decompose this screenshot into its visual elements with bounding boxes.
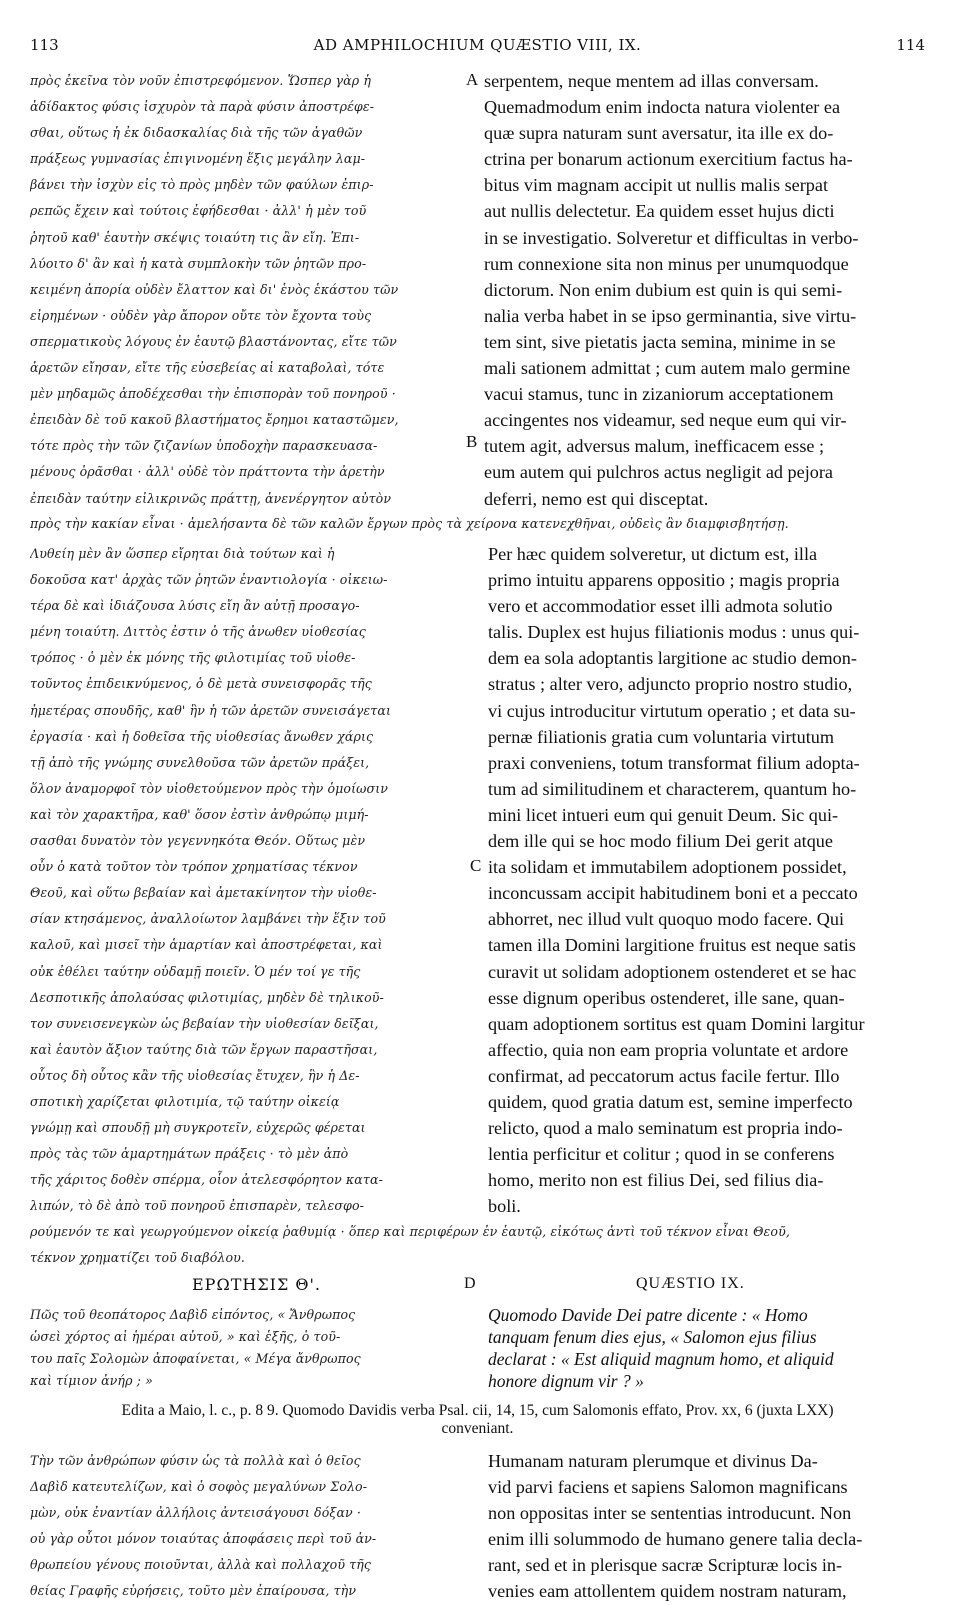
middle-greek-full-lines	[30, 1219, 925, 1271]
latin-text-line: dem ea sola adoptantis largitione ac studio demon-	[488, 648, 857, 669]
question-latin-line: honore dignum vir ? »	[488, 1371, 644, 1391]
greek-text-line: δοκοῦσα κατ' ἀρχὰς τῶν ῥητῶν ἐναντιολογία · οἰκειω-	[30, 572, 388, 588]
latin-text-line: tem sint, sive pietatis jacta semina, minime in se	[484, 331, 836, 352]
margin-letter-d: D	[464, 1275, 477, 1292]
greek-text-line: Δεσποτικῆς ἀπολαύσας φιλοτιμίας, μηδὲν δὲ τηλικοῦ-	[30, 989, 384, 1005]
latin-text-line: mali sationem admittat ; cum autem malo germine	[484, 358, 851, 379]
latin-text-line: accingentes nos videamur, sed neque eum qui vir-	[484, 410, 847, 431]
latin-text-line: aut nullis delectetur. Ea quidem esset hujus dicti	[484, 201, 835, 222]
greek-text-line: οὖν ὁ κατὰ τοῦτον τὸν τρόπον χρηματίσας τέκνον	[30, 859, 358, 875]
greek-text-line: τον συνεισενεγκὼν ὡς βεβαίαν τὴν υἱοθεσίαν δεῖξαι,	[30, 1015, 379, 1031]
bottom-greek-column	[30, 1448, 470, 1605]
greek-text-line: σθαι, οὕτως ἡ ἐκ διδασκαλίας διὰ τῆς τῶν ἀγαθῶν	[30, 125, 363, 141]
greek-text-line: θρωπείου γένους ποιοῦνται, ἀλλὰ καὶ πολλαχοῦ τῆς	[30, 1557, 372, 1573]
greek-text-line: ἡμετέρας σπουδῆς, καθ' ἣν ἡ τῶν ἀρετῶν συνεισάγεται	[30, 702, 391, 718]
latin-text-line: praxi conveniens, totum transformat filium adopta-	[488, 752, 860, 773]
latin-text-line: deferri, nemo est qui disceptat.	[484, 488, 709, 509]
greek-full-line: ρούμενόν τε καὶ γεωργούμενον οἰκείᾳ ῥαθυμίᾳ · ὅπερ καὶ περιφέρων ἐν ἑαυτῷ, εἰκότως ἀντὶ τοῦ τέκνον εἶναι Θεοῦ,	[30, 1224, 790, 1239]
greek-text-line: μένη τοιαύτη. Διττὸς ἐστιν ὁ τῆς ἀνωθεν υἱοθεσίας	[30, 624, 366, 640]
greek-text-line: οὐκ ἐθέλει ταύτην οὐδαμῇ ποιεῖν. Ὁ μέν τοί γε τῆς	[30, 963, 361, 979]
running-title: AD AMPHILOCHIUM QUÆSTIO VIII, IX.	[313, 36, 642, 54]
latin-text-line: mini licet intueri eum qui genuit Deum. Sic qui-	[488, 804, 839, 825]
top-greek-full-line	[30, 511, 925, 537]
latin-text-line: vero et accommodatior esset illi admota solutio	[488, 596, 833, 617]
greek-text-line: τῇ ἀπὸ τῆς γνώμης συνελθοῦσα τῶν ἀρετῶν πράξει,	[30, 754, 370, 770]
greek-text-line: θείας Γραφῆς εὑρήσεις, τοῦτο μὲν ἐπαίρουσα, τὴν	[30, 1583, 357, 1599]
running-header	[30, 36, 925, 60]
greek-text-line: σασθαι δυνατὸν τὸν γεγεννηκότα Θεόν. Οὕτως μὲν	[30, 833, 366, 849]
greek-text-line: μὼν, οὐκ ἐναντίαν ἀλλήλοις ἀντεισάγουσι δόξαν ·	[30, 1505, 362, 1521]
greek-text-line: καὶ τὸν χαρακτῆρα, καθ' ὅσον ἐστὶν ἀνθρώπῳ μιμή-	[30, 806, 369, 822]
latin-text-line: vacui stamus, tunc in zizaniorum acceptationem	[484, 384, 834, 405]
latin-text-line: non oppositas inter se sententias introducunt. Non	[488, 1503, 852, 1524]
greek-text-line: καλοῦ, καὶ μισεῖ τὴν ἁμαρτίαν καὶ ἀποστρέφεται, καὶ	[30, 937, 383, 953]
middle-latin-column	[488, 541, 924, 1219]
greek-text-line: πράξεως γυμνασίας ἐπιγινομένη ἕξις μεγάλην λαμ-	[30, 151, 366, 167]
greek-text-line: λύοιτο δ' ἂν καὶ ἡ κατὰ συμπλοκὴν τῶν ῥητῶν προ-	[30, 255, 367, 271]
question-greek-line: Πῶς τοῦ θεοπάτορος Δαβὶδ εἰπόντος, « Ἄνθρωπος	[30, 1307, 356, 1322]
greek-text-line: οὐ γὰρ οὗτοι μόνον τοιαύτας ἀποφάσεις περὶ τοῦ ἀν-	[30, 1531, 377, 1547]
question-greek-text	[30, 1304, 470, 1392]
question-greek-line: του παῖς Σολομὼν ἀποφαίνεται, « Μέγα ἄνθρωπος	[30, 1351, 361, 1366]
greek-text-line: ἐπειδὰν ταύτην εἰλικρινῶς πράττῃ, ἀνενέργητον αὐτὸν	[30, 490, 392, 506]
greek-text-line: Δαβὶδ κατευτελίζων, καὶ ὁ σοφὸς μεγαλύνων Σολο-	[30, 1479, 368, 1495]
greek-text-line: τῆς χάριτος δοθὲν σπέρμα, οἷον ἀτελεσφόρητον κατα-	[30, 1172, 383, 1188]
greek-text-line: γνώμῃ καὶ σπουδῇ μὴ συγκροτεῖν, εὐχερῶς φέρεται	[30, 1120, 366, 1136]
middle-greek-column	[30, 541, 470, 1219]
latin-text-line: lentia perficitur et colitur ; quod in se conferens	[488, 1144, 835, 1165]
question-greek-line: ὡσεὶ χόρτος αἱ ἡμέραι αὐτοῦ, » καὶ ἑξῆς, ὁ τοῦ-	[30, 1329, 341, 1344]
greek-text-line: τρόπος · ὁ μὲν ἐκ μόνης τῆς φιλοτιμίας τοῦ υἱοθε-	[30, 650, 356, 666]
latin-question-title: QUÆSTIO IX.	[636, 1275, 745, 1292]
greek-text-line: Θεοῦ, καὶ οὕτω βεβαίαν καὶ ἀμετακίνητον τὴν υἱοθε-	[30, 885, 377, 901]
bottom-latin-column	[488, 1448, 924, 1605]
greek-text-line: τέρα δὲ καὶ ἰδιάζουσα λύσις εἴη ἂν αὐτῇ προσαγο-	[30, 598, 360, 614]
latin-text-line: vi cujus introducitur virtutum operatio ; et data su-	[488, 700, 856, 721]
latin-text-line: quidem, quod gratia datum est, semine imperfecto	[488, 1091, 853, 1112]
greek-text-line: ἀδίδακτος φύσις ἰσχυρὸν τὰ παρὰ φύσιν ἀποστρέφε-	[30, 99, 375, 115]
greek-text-line: οὗτος δὴ οὗτος κἂν τῆς υἱοθεσίας ἔτυχεν, ἣν ἡ Δε-	[30, 1067, 360, 1083]
latin-text-line: boli.	[488, 1196, 521, 1217]
latin-text-line: inconcussam accipit habitudinem boni et a peccato	[488, 883, 858, 904]
latin-text-line: rum connexione sita non minus per unumquodque	[484, 253, 849, 274]
latin-text-line: Humanam naturam plerumque et divinus Da-	[488, 1451, 818, 1471]
page-number-left: 113	[30, 36, 59, 54]
latin-text-line: tum ad similitudinem et characterem, quantum ho-	[488, 778, 857, 799]
greek-text-line: πρὸς τὰς τῶν ἁμαρτημάτων πράξεις · τὸ μὲν ἀπὸ	[30, 1146, 349, 1162]
latin-text-line: curavit ut solidam adoptionem ostenderet et se hac	[488, 961, 857, 982]
latin-text-line: eum autem qui pulchros actus negligit ad pejora	[484, 462, 833, 483]
latin-text-line: Per hæc quidem solveretur, ut dictum est, illa	[488, 544, 818, 564]
question-latin-text	[488, 1304, 924, 1392]
question-latin-line: declarat : « Est aliquid magnum homo, et aliquid	[488, 1349, 834, 1369]
latin-text-line: affectio, quia non eam propria voluntate et ardore	[488, 1039, 849, 1060]
greek-full-line: τέκνον χρηματίζει τοῦ διαβόλου.	[30, 1250, 245, 1266]
latin-text-line: primo intuitu apparens oppositio ; magis propria	[488, 570, 840, 591]
latin-text-line: enim illi solummodo de humano genere talia decla-	[488, 1529, 863, 1550]
margin-letter-c: C	[470, 856, 482, 875]
latin-text-line: nalia verba habet in se ipso germinantia, sive virtu-	[484, 305, 857, 326]
latin-text-line: talis. Duplex est hujus filiationis modus : unus qui-	[488, 622, 860, 643]
greek-text-line: τότε πρὸς τὴν τῶν ζιζανίων ὑποδοχὴν παρασκευασα-	[30, 438, 378, 454]
latin-text-line: quæ supra naturam sunt aversatur, ita ille ex do-	[484, 123, 834, 144]
latin-text-line: dictorum. Non enim dubium est quin is qui semi-	[484, 279, 843, 300]
greek-text-line: τοῦντος ἐπιδεικνύμενος, ὁ δὲ μετὰ συνεισφορᾶς τῆς	[30, 676, 372, 692]
latin-text-line: Quemadmodum enim indocta natura violenter ea	[484, 97, 841, 118]
latin-text-line: tamen illa Domini largitione fruitus est neque satis	[488, 935, 856, 956]
latin-text-line: homo, merito non est filius Dei, sed filius dia-	[488, 1170, 824, 1191]
question-greek-line: καὶ τίμιον ἀνήρ ; »	[30, 1373, 153, 1388]
latin-text-line: venies eam attollentem quidem nostram naturam,	[488, 1581, 847, 1602]
greek-text-line: κειμένη ἀπορία οὐδὲν ἔλαττον καὶ δι' ἑνὸς ἑκάστου τῶν	[30, 281, 399, 297]
greek-text-line: ἀρετῶν εἴησαν, εἴτε τῆς εὐσεβείας αἱ καταβολαὶ, τότε	[30, 360, 385, 376]
greek-text-line: μὲν μηδαμῶς ἀποδέχεσθαι τὴν ἐπισπορὰν τοῦ πονηροῦ ·	[30, 386, 396, 402]
greek-text-line: πρὸς ἐκεῖνα τὸν νοῦν ἐπιστρεφόμενον. Ὥσπερ γὰρ ἡ	[30, 73, 372, 88]
latin-text-line: in se investigatio. Solveretur et difficultas in verbo-	[484, 227, 859, 248]
greek-text-line: σποτικὴ χαρίζεται φιλοτιμία, τῷ ταύτην οἰκείᾳ	[30, 1093, 340, 1109]
greek-full-line: πρὸς τὴν κακίαν εἶναι · ἀμελήσαντα δὲ τῶν καλῶν ἔργων πρὸς τὰ χείρονα κατενεχθῆναι, οὐδεὶς ἂν διαμφισβητήσῃ.	[30, 516, 789, 531]
latin-text-line: relicto, quod a malo seminatum est propria indo-	[488, 1118, 843, 1139]
latin-text-line: rant, sed et in plerisque sacræ Scripturæ locis in-	[488, 1555, 843, 1576]
edita-line: Edita a Maio, l. c., p. 8 9. Quomodo Davidis verba Psal. cii, 14, 15, cum Salomonis effato, Prov. xx, 6 (juxta LXX)	[121, 1402, 834, 1419]
question-latin-line: Quomodo Davide Dei patre dicente : « Homo	[488, 1305, 808, 1325]
latin-text-line: tutem agit, adversus malum, inefficacem esse ;	[484, 436, 825, 457]
latin-text-line: esse dignum operibus ostenderet, ille sane, quan-	[488, 987, 845, 1008]
margin-letter-b: B	[466, 432, 478, 451]
latin-text-line: vid parvi faciens et sapiens Salomon magnificans	[488, 1477, 848, 1498]
page-number-right: 114	[896, 36, 925, 54]
greek-text-line: εἰρημένων · οὐδὲν γὰρ ἄπορον οὔτε τὸν ἔχοντα τοὺς	[30, 307, 372, 323]
question-latin-line: tanquam fenum dies ejus, « Salomon ejus filius	[488, 1327, 817, 1347]
greek-text-line: ρεπῶς ἔχειν καὶ τούτοις ἐφήδεσθαι · ἀλλ' ἡ μὲν τοῦ	[30, 203, 367, 219]
latin-text-line: serpentem, neque mentem ad illas conversam.	[484, 71, 819, 91]
greek-text-line: καὶ ἑαυτὸν ἄξιον ταύτης διὰ τῶν ἔργων παραστῆσαι,	[30, 1041, 378, 1057]
edita-line: conveniant.	[441, 1420, 514, 1437]
latin-text-line: ctrina per bonarum actionum exercitium factus ha-	[484, 149, 853, 170]
greek-text-line: σπερματικοὺς λόγους ἐν ἑαυτῷ βλαστάνοντας, εἴτε τῶν	[30, 333, 397, 349]
greek-text-line: ὅλον ἀναμορφοῖ τὸν υἱοθετούμενον πρὸς τὴν ὁμοίωσιν	[30, 780, 388, 796]
latin-text-line: confirmat, ad peccatorum actus facile fertur. Illo	[488, 1065, 840, 1086]
greek-text-line: ἐργασία · καὶ ἡ δοθεῖσα τῆς υἱοθεσίας ἄνωθεν χάρις	[30, 728, 374, 744]
greek-text-line: ἐπειδὰν δὲ τοῦ κακοῦ βλαστήματος ἔρημοι καταστῶμεν,	[30, 412, 399, 428]
latin-text-line: abhorret, nec illud vult quoquo modo facere. Qui	[488, 909, 845, 930]
latin-text-line: ita solidam et immutabilem adoptionem possidet,	[488, 857, 847, 878]
margin-letter-a: A	[466, 70, 479, 89]
greek-text-line: σίαν κτησάμενος, ἀναλλοίωτον λαμβάνει τὴν ἕξιν τοῦ	[30, 911, 386, 927]
latin-text-line: pernæ filiationis gratia cum voluntaria virtutum	[488, 726, 834, 747]
greek-text-line: Τὴν τῶν ἀνθρώπων φύσιν ὡς τὰ πολλὰ καὶ ὁ θεῖος	[30, 1453, 361, 1468]
greek-text-line: Λυθείη μὲν ἂν ὥσπερ εἴρηται διὰ τούτων καὶ ἡ	[30, 546, 335, 561]
latin-text-line: stratus ; alter vero, adjuncto proprio nostro studio,	[488, 674, 853, 695]
edita-note	[30, 1402, 925, 1438]
greek-text-line: μένους ὁρᾶσθαι · ἀλλ' οὐδὲ τὸν πράττοντα τὴν ἀρετὴν	[30, 464, 385, 480]
top-latin-column	[484, 68, 924, 512]
greek-text-line: βάνει τὴν ἰσχὺν εἰς τὸ πρὸς μηδὲν τῶν φαύλων ἐπιρ-	[30, 177, 374, 193]
latin-text-line: quam adoptionem sortitus est quam Domini largitur	[488, 1013, 865, 1034]
greek-text-line: λιπών, τὸ δὲ ἀπὸ τοῦ πονηροῦ ἐπισπαρὲν, τελεσφο-	[30, 1198, 364, 1214]
latin-text-line: dem ille qui se hoc modo filium Dei gerit atque	[488, 831, 833, 852]
greek-question-title: ΕΡΩΤΗΣΙΣ Θ'.	[192, 1275, 321, 1294]
top-greek-column	[30, 68, 465, 512]
latin-text-line: bitus vim magnam accipit ut nullis malis serpat	[484, 175, 828, 196]
greek-text-line: ῥητοῦ καθ' ἑαυτὴν σκέψις τοιαύτη τις ἂν εἴη. Ἐπι-	[30, 229, 360, 245]
